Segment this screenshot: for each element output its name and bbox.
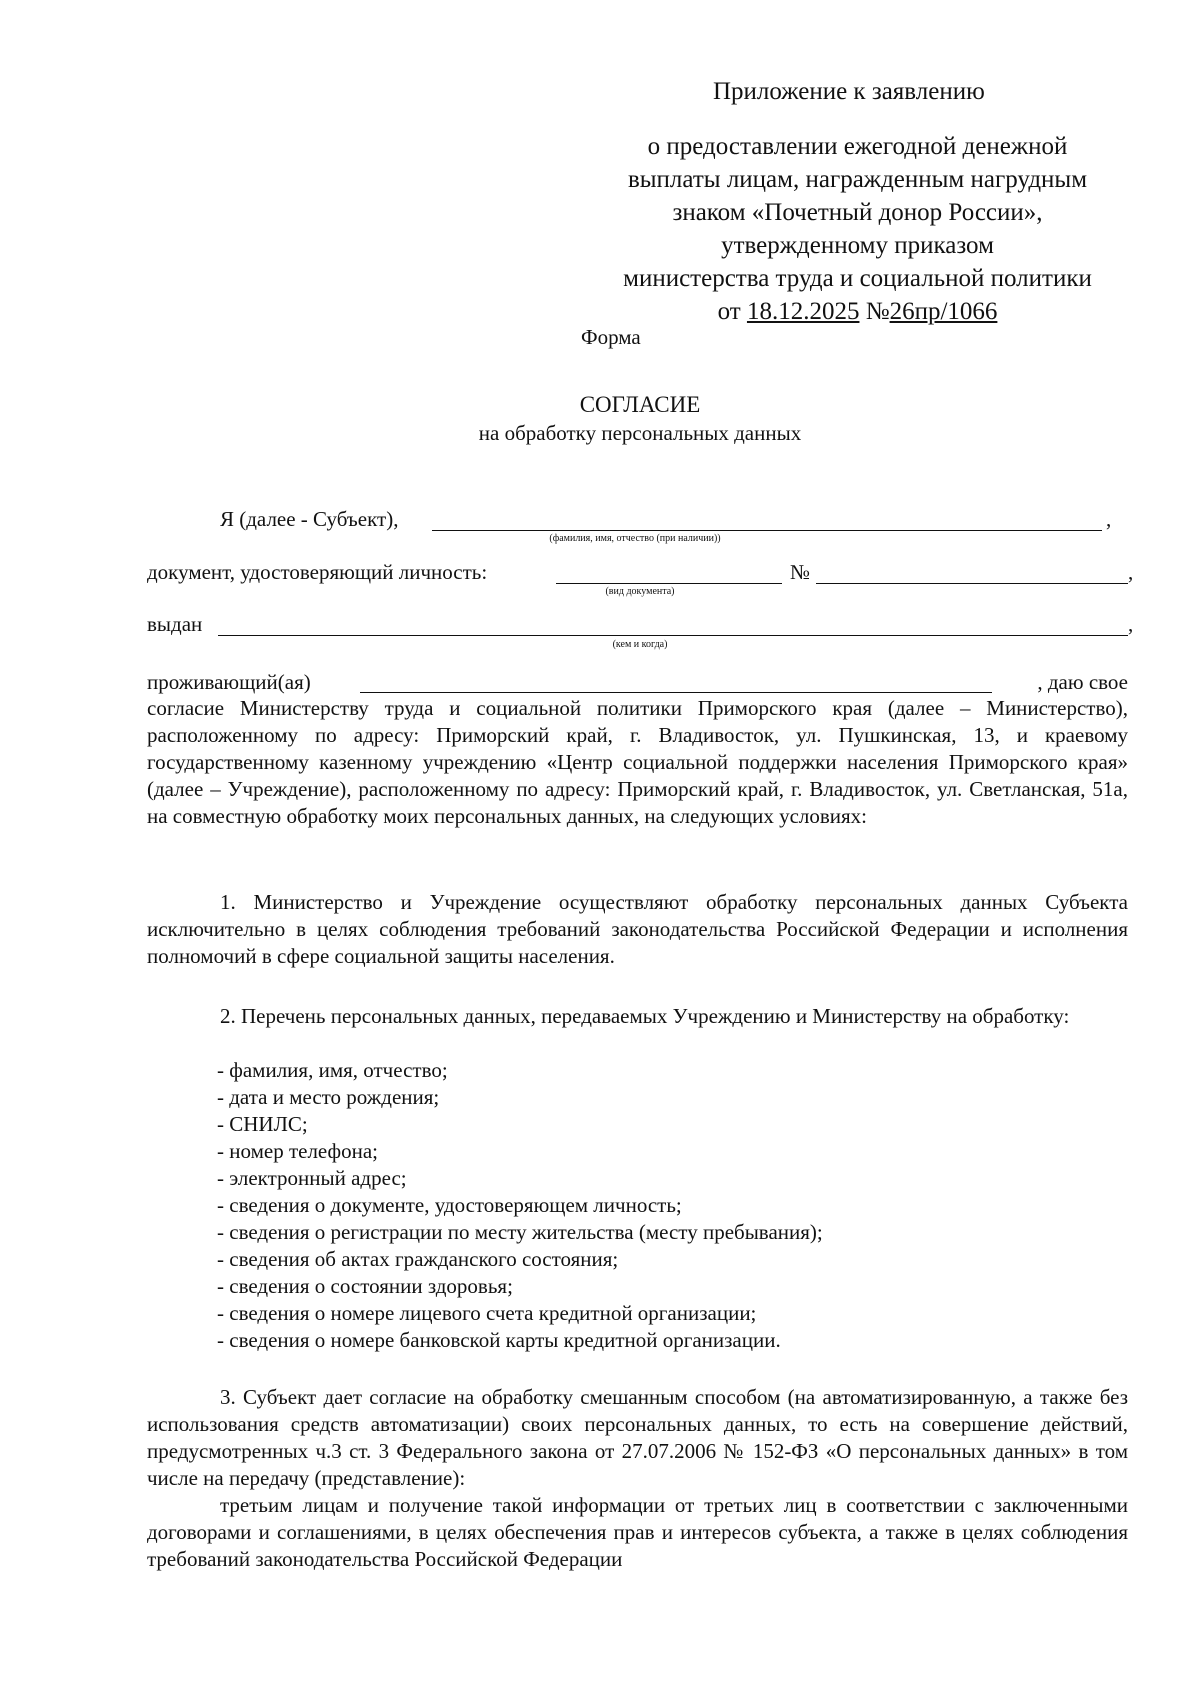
id-document-number-field[interactable] bbox=[816, 583, 1128, 584]
id-document-label: документ, удостоверяющий личность: bbox=[147, 560, 488, 584]
list-item: - СНИЛС; bbox=[217, 1112, 308, 1136]
order-date: 18.12.2025 bbox=[746, 298, 860, 325]
id-document-number-sign: № bbox=[790, 560, 811, 584]
clause-2: 2. Перечень персональных данных, передаваемых Учреждению и Министерству на обработку: bbox=[220, 1004, 1070, 1028]
list-item: - сведения об актах гражданского состояния; bbox=[217, 1247, 619, 1271]
clause-3-continuation: третьим лицам и получение такой информации от третьих лиц в соответствии с заключенными договорами и соглашениями, в целях обеспечения прав и интересов субъекта, а также в целях соблюдения требований законодательства Российской Федерации bbox=[147, 1493, 1128, 1571]
list-item: - сведения о регистрации по месту жительства (месту пребывания); bbox=[217, 1220, 823, 1244]
document-title: СОГЛАСИЕ bbox=[579, 392, 701, 417]
personal-data-list bbox=[147, 1057, 1128, 1354]
consent-start-text: , даю свое bbox=[1037, 670, 1128, 694]
residing-label: проживающий(ая) bbox=[147, 670, 311, 694]
id-document-type-field[interactable] bbox=[556, 583, 782, 584]
appendix-line: выплаты лицам, награжденным нагрудным bbox=[627, 166, 1088, 193]
appendix-line: знаком «Почетный донор России», bbox=[672, 199, 1043, 226]
comma: , bbox=[1128, 612, 1134, 636]
consent-start bbox=[992, 670, 1128, 695]
subject-label: Я (далее - Субъект), bbox=[220, 507, 399, 531]
appendix-subtitle bbox=[580, 130, 1135, 328]
clause-3: 3. Субъект дает согласие на обработку смешанным способом (на автоматизированную, а также без использования средств автоматизации) своих персональных данных, то есть на совершение действий, предусмотренных ч.3 ст. 3 Федерального закона от 27.07.2006 № 152-ФЗ «О персональных данных» в том числе на передачу (представление): bbox=[147, 1385, 1128, 1490]
document-subtitle: на обработку персональных данных bbox=[478, 421, 802, 445]
order-no-sign: № bbox=[865, 298, 890, 325]
order-number: 26пр/1066 bbox=[889, 298, 998, 325]
subject-name-field[interactable] bbox=[432, 530, 1102, 531]
subject-name-caption: (фамилия, имя, отчество (при наличии)) bbox=[549, 533, 721, 544]
list-item: - дата и место рождения; bbox=[217, 1085, 440, 1109]
clause-1: 1. Министерство и Учреждение осуществляют обработку персональных данных Субъекта исключительно в целях соблюдения требований законодательства Российской Федерации и исполнения полномочий в сфере социальной защиты населения. bbox=[147, 890, 1128, 968]
comma: , bbox=[1128, 560, 1134, 584]
appendix-line: утвержденному приказом bbox=[721, 232, 994, 259]
issued-by-caption: (кем и когда) bbox=[612, 639, 668, 650]
appendix-title: Приложение к заявлению bbox=[713, 78, 985, 105]
consent-intro: согласие Министерству труда и социальной политики Приморского края (далее – Министерство), расположенному по адресу: Приморский край, г. Владивосток, ул. Пушкинская, 13, и краевому государственному казенному учреждению «Центр социальной поддержки населения Приморского края» (далее – Учреждение), расположенному по адресу: Приморский край, г. Владивосток, ул. Светланская, 51а, на совместную обработку моих персональных данных, на следующих условиях: bbox=[147, 696, 1128, 828]
order-reference bbox=[580, 295, 1135, 328]
appendix-line: министерства труда и социальной политики bbox=[623, 265, 1092, 292]
appendix-line: о предоставлении ежегодной денежной bbox=[647, 133, 1068, 160]
list-item: - сведения о номере лицевого счета кредитной организации; bbox=[217, 1301, 757, 1325]
issued-label: выдан bbox=[147, 612, 203, 636]
id-document-type-caption: (вид документа) bbox=[605, 586, 675, 597]
issued-by-field[interactable] bbox=[218, 635, 1128, 636]
form-label: Форма bbox=[581, 325, 641, 349]
list-item: - электронный адрес; bbox=[217, 1166, 407, 1190]
order-prefix: от bbox=[717, 298, 741, 325]
list-item: - сведения о номере банковской карты кредитной организации. bbox=[217, 1328, 781, 1352]
list-item: - фамилия, имя, отчество; bbox=[217, 1058, 448, 1082]
list-item: - номер телефона; bbox=[217, 1139, 378, 1163]
residence-address-field[interactable] bbox=[360, 692, 992, 693]
list-item: - сведения о документе, удостоверяющем личность; bbox=[217, 1193, 682, 1217]
comma: , bbox=[1106, 507, 1112, 531]
list-item: - сведения о состоянии здоровья; bbox=[217, 1274, 513, 1298]
